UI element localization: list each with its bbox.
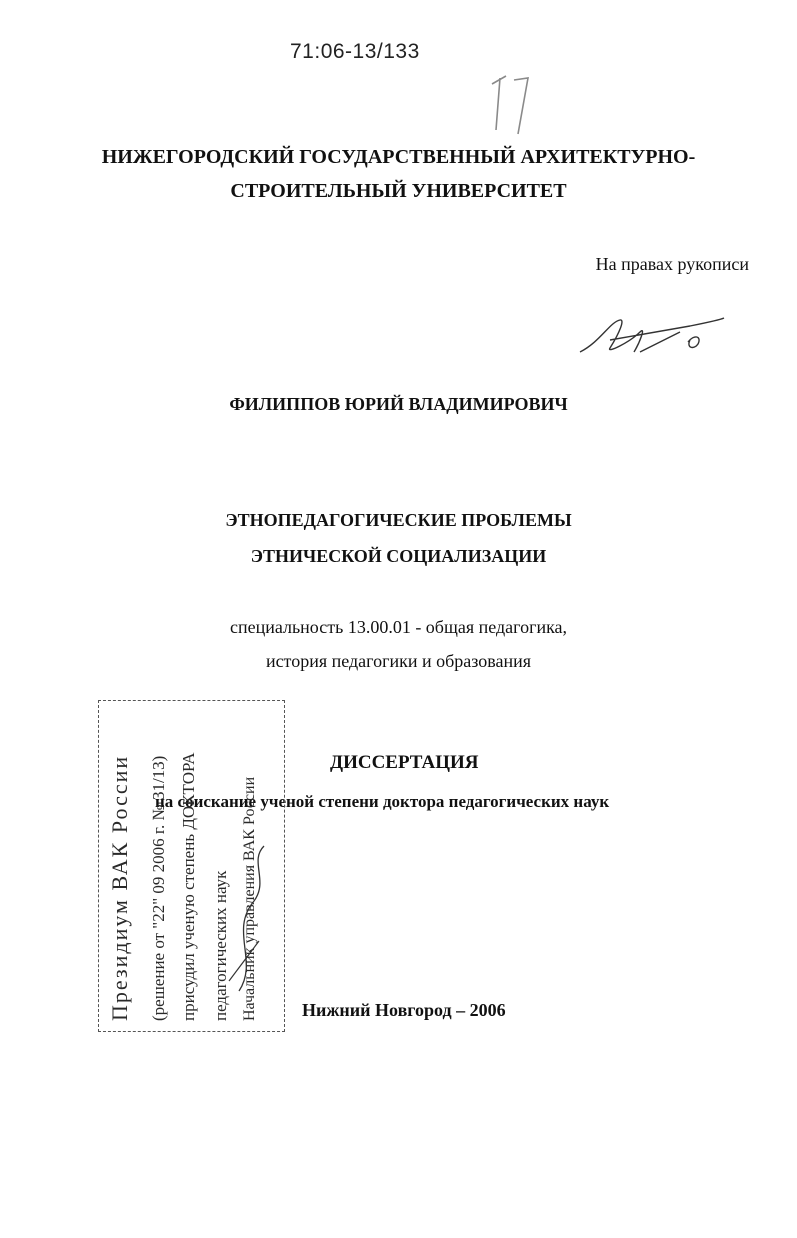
stamp-signature	[199, 841, 279, 1001]
vak-approval-stamp	[98, 700, 285, 1032]
title-line-2: ЭТНИЧЕСКОЙ СОЦИАЛИЗАЦИИ	[250, 546, 547, 566]
specialty-line-1: специальность 13.00.01 - общая педагогика,	[229, 617, 568, 637]
stamp-line-4: педагогических наук	[211, 870, 230, 1021]
stamp-line-2: (решение от "22" 09 2006 г. № 31/13)	[149, 755, 168, 1021]
city-year: Нижний Новгород – 2006	[302, 1000, 506, 1020]
handwritten-corner-note	[488, 70, 538, 140]
author-name: ФИЛИППОВ ЮРИЙ ВЛАДИМИРОВИЧ	[229, 394, 568, 414]
university-line-2: СТРОИТЕЛЬНЫЙ УНИВЕРСИТЕТ	[230, 180, 567, 202]
dissertation-title	[0, 502, 797, 574]
manuscript-rights-note: На правах рукописи	[595, 254, 749, 274]
archive-number: 71:06-13/133	[290, 40, 420, 63]
document-type: ДИССЕРТАЦИЯ	[330, 752, 479, 773]
stamp-line-5: Начальник управления ВАК России	[241, 776, 258, 1021]
author-signature	[570, 312, 730, 362]
stamp-line-1: Президиум ВАК России	[107, 754, 132, 1021]
title-line-1: ЭТНОПЕДАГОГИЧЕСКИЕ ПРОБЛЕМЫ	[225, 510, 572, 530]
specialty-line-2: история педагогики и образования	[265, 651, 532, 671]
degree-line: на соискание ученой степени доктора педагогических наук	[155, 792, 610, 811]
specialty	[0, 610, 797, 678]
stamp-line-3: присудил ученую степень ДОКТОРА	[179, 752, 198, 1021]
university-name	[0, 140, 797, 208]
university-line-1: НИЖЕГОРОДСКИЙ ГОСУДАРСТВЕННЫЙ АРХИТЕКТУРНО-	[101, 146, 696, 168]
